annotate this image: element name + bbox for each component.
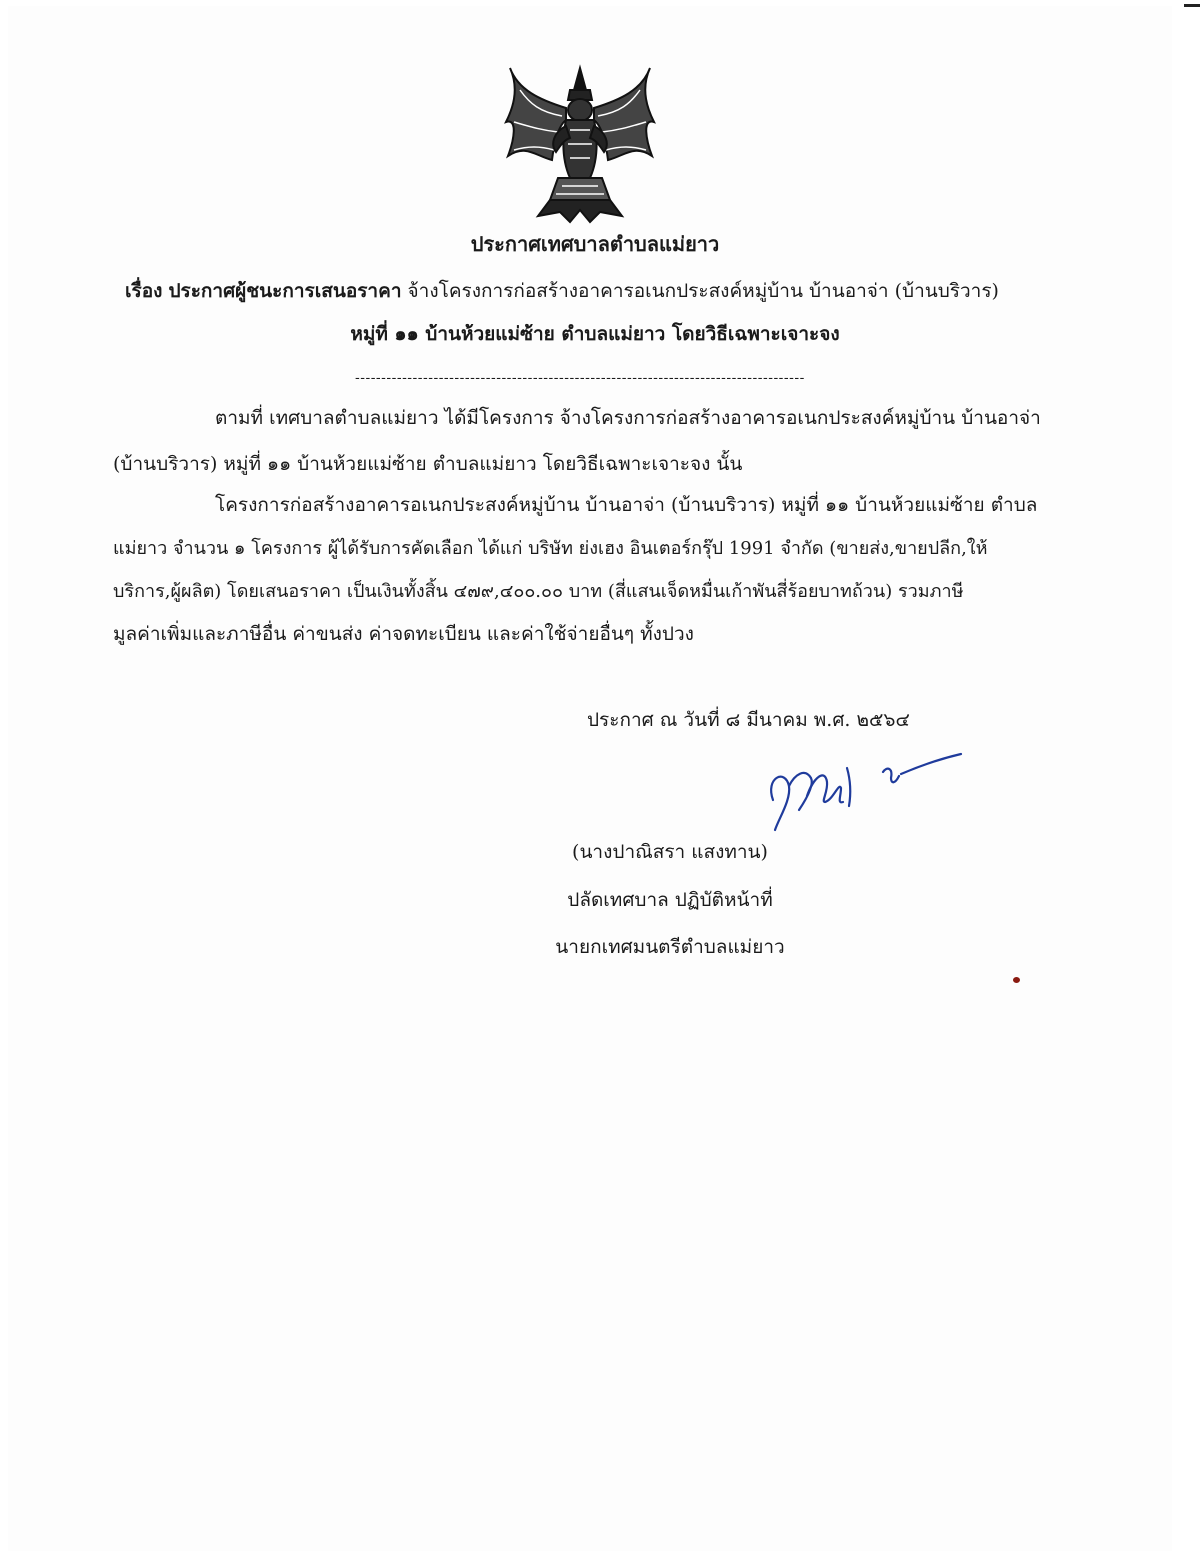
subject-rest-text: จ้างโครงการก่อสร้างอาคารอเนกประสงค์หมู่บ้าน บ้านอาจ่า (บ้านบริวาร) (407, 280, 999, 302)
stamp-dot (1013, 977, 1020, 983)
paragraph-2-line-2: แม่ยาว จำนวน ๑ โครงการ ผู้ได้รับการคัดเลือก ได้แก่ บริษัท ย่งเฮง อินเตอร์กรุ๊ป 1991 จำกัด (ขายส่ง,ขายปลีก,ให้ (113, 538, 988, 559)
subject-label: เรื่อง (125, 280, 163, 302)
paragraph-2-line-1: โครงการก่อสร้างอาคารอเนกประสงค์หมู่บ้าน บ้านอาจ่า (บ้านบริวาร) หมู่ที่ ๑๑ บ้านห้วยแม่ซ้าย ตำบล (215, 494, 1038, 516)
subject-line-2: หมู่ที่ ๑๑ บ้านห้วยแม่ซ้าย ตำบลแม่ยาว โดยวิธีเฉพาะเจาะจง (350, 323, 840, 345)
paragraph-1-line-2: (บ้านบริวาร) หมู่ที่ ๑๑ บ้านห้วยแม่ซ้าย ตำบลแม่ยาว โดยวิธีเฉพาะเจาะจง นั้น (113, 453, 743, 475)
scan-corner-mark (1184, 4, 1200, 7)
paragraph-1-line-1: ตามที่ เทศบาลตำบลแม่ยาว ได้มีโครงการ จ้างโครงการก่อสร้างอาคารอเนกประสงค์หมู่บ้าน บ้านอาจ่า (215, 407, 1041, 429)
document-title: ประกาศเทศบาลตำบลแม่ยาว (470, 232, 720, 256)
subject-line-1 (125, 279, 999, 303)
paragraph-2-line-3: บริการ,ผู้ผลิต) โดยเสนอราคา เป็นเงินทั้งสิ้น ๔๗๙,๔๐๐.๐๐ บาท (สี่แสนเจ็ดหมื่นเก้าพันสี่ร้อยบาทถ้วน) รวมภาษี (113, 581, 964, 602)
divider-line: -------------------------------------------------------------------------------------- (355, 370, 805, 386)
announcement-date: ประกาศ ณ วันที่ ๘ มีนาคม พ.ศ. ๒๕๖๔ (587, 709, 910, 731)
signer-position-2: นายกเทศมนตรีตำบลแม่ยาว (555, 936, 785, 958)
handwritten-signature (755, 738, 985, 838)
signer-name: (นางปาณิสรา แสงทาน) (572, 841, 768, 863)
signer-position-1: ปลัดเทศบาล ปฏิบัติหน้าที่ (567, 889, 773, 911)
garuda-emblem-icon (500, 60, 660, 230)
paragraph-2-line-4: มูลค่าเพิ่มและภาษีอื่น ค่าขนส่ง ค่าจดทะเบียน และค่าใช้จ่ายอื่นๆ ทั้งปวง (113, 623, 694, 645)
subject-bold-text: ประกาศผู้ชนะการเสนอราคา (168, 280, 402, 302)
